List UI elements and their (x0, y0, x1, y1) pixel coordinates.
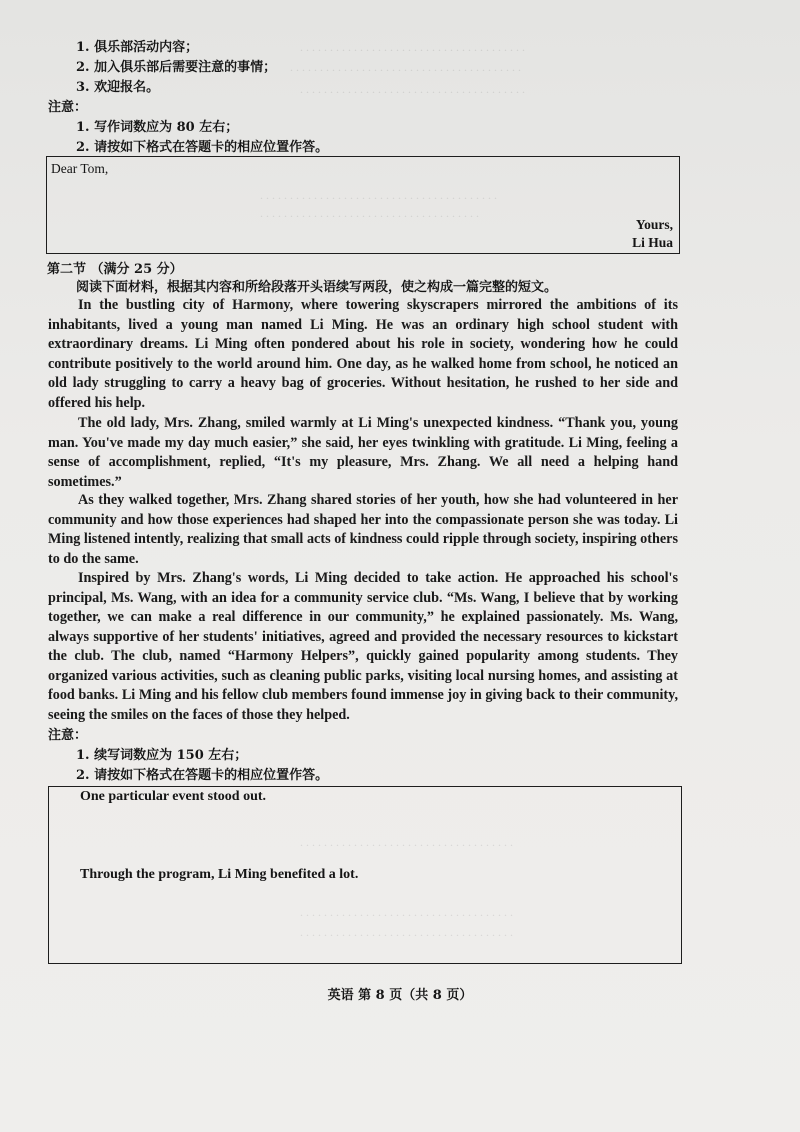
list-item: 2. 加入俱乐部后需要注意的事情； (76, 60, 277, 75)
page-footer: 英语 第 8 页（共 8 页） (327, 988, 473, 1003)
list-item: 1. 俱乐部活动内容； (76, 40, 199, 55)
letter-closing: Yours, (635, 217, 673, 232)
bleed-through-text: . . . . . . . . . . . . . . . . . . . . . . . . . . . . . . . . . . . . . . . . (260, 188, 497, 202)
continuation-opening-1: One particular event stood out. (80, 789, 267, 804)
note-item: 1. 写作词数应为 80 左右； (76, 120, 239, 135)
bleed-through-text: . . . . . . . . . . . . . . . . . . . . . . . . . . . . . . . . . . . . . (260, 206, 479, 220)
bleed-through-text: . . . . . . . . . . . . . . . . . . . . . . . . . . . . . . . . . . . . . . (300, 40, 525, 54)
story-paragraph: In the bustling city of Harmony, where towering skyscrapers mirrored the ambitions of its inhabitants, lived a young man named Li Ming. He was an ordinary high school student with extraordinary dreams. Li Ming often pondered about his role in society, wondering how he could contribute positively to the world around him. One day, as he walked home from school, he noticed an old lady struggling to carry a heavy bag of groceries. Without hesitation, he rushed to her side and offered his help. (48, 297, 678, 411)
story-paragraph: As they walked together, Mrs. Zhang shared stories of her youth, how she had volunteered in her community and how those experiences had shaped her into the compassionate person she was today. Li Ming listened intently, realizing that small acts of kindness could ripple through society, inspiring others to do the same. (48, 492, 678, 567)
note-heading: 注意： (48, 728, 88, 743)
note-item: 1. 续写词数应为 150 左右； (76, 748, 248, 763)
note-item: 2. 请按如下格式在答题卡的相应位置作答。 (76, 768, 329, 783)
continuation-opening-2: Through the program, Li Ming benefited a lot. (80, 867, 359, 882)
bleed-through-text: . . . . . . . . . . . . . . . . . . . . . . . . . . . . . . . . . . . . (300, 835, 513, 849)
section-instruction: 阅读下面材料，根据其内容和所给段落开头语续写两段，使之构成一篇完整的短文。 (76, 280, 558, 295)
story-paragraph: Inspired by Mrs. Zhang's words, Li Ming decided to take action. He approached his school's principal, Ms. Wang, with an idea for a community service club. “Ms. Wang, I believe that by working together, we can make a real difference in our community,” he explained passionately. Ms. Wang, always supportive of her students' initiatives, agreed and provided the necessary resources to kickstart the club. The club, named “Harmony Helpers”, quickly gained popularity among students. They organized various activities, such as cleaning public parks, visiting local nursing homes, and assisting at food banks. Li Ming and his fellow club members found immense joy in giving back to their community, seeing the smiles on the faces of those they helped. (48, 570, 678, 723)
story-paragraph: The old lady, Mrs. Zhang, smiled warmly at Li Ming's unexpected kindness. “Thank you, young man. You've made my day much easier,” she said, her eyes twinkling with gratitude. Li Ming, feeling a sense of accomplishment, replied, “It's my pleasure, Mrs. Zhang. We all need a helping hand sometimes.” (48, 415, 678, 490)
section-title: 第二节 （满分 25 分） (47, 262, 183, 277)
bleed-through-text: . . . . . . . . . . . . . . . . . . . . . . . . . . . . . . . . . . . . . . . (290, 60, 521, 74)
letter-answer-box (46, 156, 680, 254)
letter-greeting: Dear Tom, (51, 161, 109, 176)
continuation-answer-box (48, 786, 682, 964)
bleed-through-text: . . . . . . . . . . . . . . . . . . . . . . . . . . . . . . . . . . . . . . (300, 82, 525, 96)
bleed-through-text: . . . . . . . . . . . . . . . . . . . . . . . . . . . . . . . . . . . . (300, 905, 513, 919)
letter-signature: Li Hua (632, 235, 673, 250)
bleed-through-text: . . . . . . . . . . . . . . . . . . . . . . . . . . . . . . . . . . . . (300, 925, 513, 939)
list-item: 3. 欢迎报名。 (76, 80, 160, 95)
note-heading: 注意： (48, 100, 88, 115)
note-item: 2. 请按如下格式在答题卡的相应位置作答。 (76, 140, 329, 155)
